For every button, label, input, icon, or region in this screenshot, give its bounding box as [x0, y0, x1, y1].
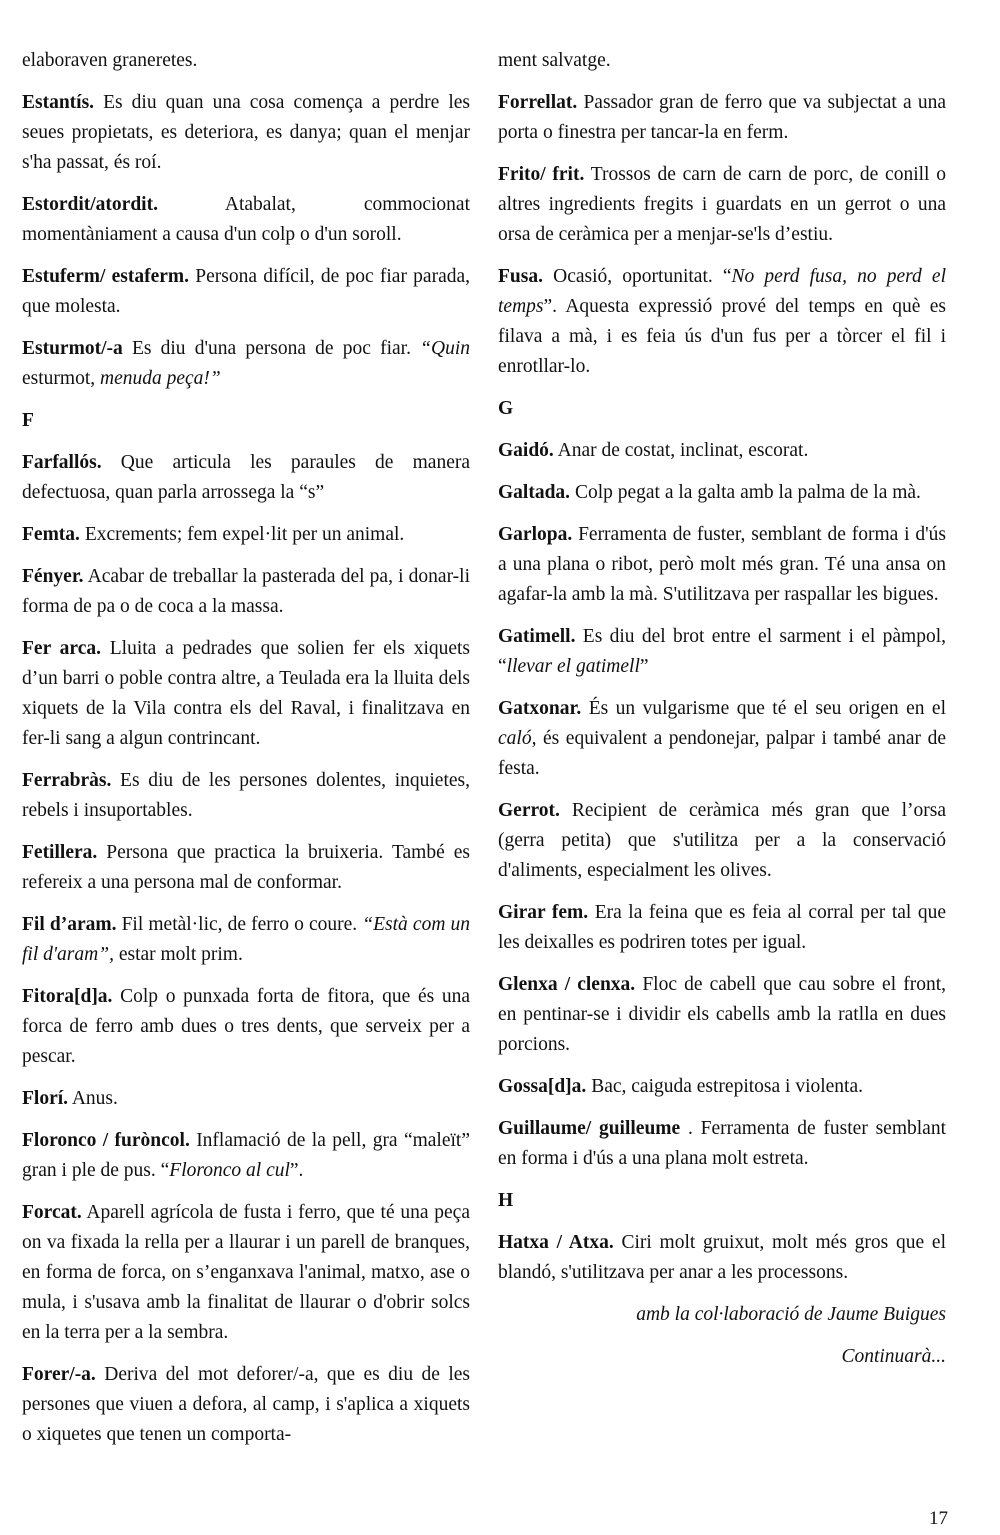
entry-term: Gaidó. — [498, 440, 554, 461]
glossary-entry — [498, 694, 946, 784]
glossary-entry — [498, 970, 946, 1060]
entry-text: Anus. — [71, 1088, 118, 1109]
entry-text: Colp pegat a la galta amb la palma de la mà. — [574, 482, 921, 503]
glossary-entry — [22, 334, 470, 394]
entry-text: ”. Aquesta expressió prové del temps en què es filava a mà, i es feia ús d'un fus per a tòrcer el fil i enrotllar-lo. — [498, 296, 946, 377]
entry-text: caló, — [498, 728, 537, 749]
glossary-entry — [498, 622, 946, 682]
glossary-entry — [22, 982, 470, 1072]
entry-text: Ciri molt gruixut, molt més gros que el blandó, s'utilitzava per anar a les processons. — [498, 1232, 946, 1283]
entry-text: ” — [639, 656, 649, 677]
glossary-entry — [22, 838, 470, 898]
glossary-entry — [498, 478, 946, 508]
entry-term: Forer/-a. — [22, 1364, 96, 1385]
entry-text: ment salvatge. — [498, 50, 611, 71]
section-letter: G — [498, 398, 514, 419]
entry-text: Passador gran de ferro que va subjectat a una porta o finestra per tancar-la en ferm. — [498, 92, 946, 143]
entry-term: Floronco / furòncol. — [22, 1130, 190, 1151]
entry-term: Fényer. — [22, 566, 84, 587]
entry-text: Es diu quan una cosa comença a perdre les seues propietats, es deteriora, es danya; quan el menjar s'ha passat, és roí. — [22, 92, 470, 173]
entry-term: Farfallós. — [22, 452, 102, 473]
glossary-entry — [22, 634, 470, 754]
entry-term: Esturmot/-a — [22, 338, 123, 359]
entry-term: Femta. — [22, 524, 80, 545]
entry-term: Galtada. — [498, 482, 571, 503]
entry-text: És un vulgarisme que té el seu origen en el — [588, 698, 947, 719]
entry-term: Gerrot. — [498, 800, 560, 821]
entry-term: Hatxa / Atxa. — [498, 1232, 614, 1253]
glossary-entry — [498, 262, 946, 382]
glossary-entry — [22, 910, 470, 970]
glossary-entry — [22, 190, 470, 250]
entry-text: Fil metàl·lic, de ferro o coure. — [121, 914, 363, 935]
left-column — [22, 46, 470, 1462]
glossary-entry — [22, 448, 470, 508]
entry-text: Floc de cabell que cau sobre el front, en pentinar-se i dividir els cabells amb la ratlla en dues porcions. — [498, 974, 947, 1055]
entry-text: “Quin — [420, 338, 470, 359]
glossary-entry — [498, 436, 946, 466]
section-letter: F — [22, 410, 34, 431]
entry-text: esturmot, — [22, 368, 100, 389]
glossary-entry — [22, 520, 470, 550]
entry-text: elaboraven graneretes. — [22, 50, 198, 71]
entry-text: Es diu d'una persona de poc fiar. — [131, 338, 421, 359]
entry-term: Fer arca. — [22, 638, 101, 659]
entry-text: Atabalat, commocionat momentàniament a causa d'un colp o d'un soroll. — [22, 194, 470, 245]
entry-text: Inflamació de la pell, gra “maleït” gran i ple de pus. “ — [22, 1130, 470, 1181]
glossary-entry — [498, 1228, 946, 1288]
entry-term: Glenxa / clenxa. — [498, 974, 636, 995]
entry-text: Aparell agrícola de fusta i ferro, que té una peça on va fixada la rella per a llaurar i un parell de branques, en forma de forca, on s’enganxava l'animal, matxo, ase o mula, i s'usava amb la finalitat de llaurar o d'obrir solcs en la terra per a la sembra. — [22, 1202, 470, 1343]
entry-text: Anar de costat, inclinat, escorat. — [557, 440, 809, 461]
glossary-entry — [22, 88, 470, 178]
entry-term: Estuferm/ estaferm. — [22, 266, 190, 287]
entry-text: . Ferramenta de fuster semblant en forma i d'ús a una plana molt estreta. — [498, 1118, 946, 1169]
entry-term: Fusa. — [498, 266, 543, 287]
entry-text: Colp o punxada forta de fitora, que és una forca de ferro amb dues o tres dents, que serveix per a pescar. — [22, 986, 471, 1067]
glossary-entry — [22, 262, 470, 322]
entry-term: Estordit/atordit. — [22, 194, 158, 215]
glossary-entry — [498, 88, 946, 148]
entry-term: Frito/ frit. — [498, 164, 585, 185]
entry-text: Floronco al cul — [169, 1160, 290, 1181]
entry-term: Gatxonar. — [498, 698, 582, 719]
glossary-entry — [22, 562, 470, 622]
entry-text: és equivalent a pendonejar, palpar i també anar de festa. — [498, 728, 946, 779]
entry-term: Forrellat. — [498, 92, 578, 113]
glossary-entry — [498, 46, 946, 76]
page-number: 17 — [929, 1508, 948, 1529]
entry-text: ”. — [289, 1160, 304, 1181]
entry-text: No perd fusa, no perd el temps — [498, 266, 946, 317]
entry-term: Estantís. — [22, 92, 95, 113]
entry-text: Recipient de ceràmica més gran que l’orsa (gerra petita) que s'utilitza per a la conservació d'aliments, especialment les olives. — [498, 800, 946, 881]
glossary-entry — [498, 796, 946, 886]
glossary-entry — [22, 766, 470, 826]
glossary-entry — [498, 1114, 946, 1174]
entry-text: “Està com un fil d'aram”, — [22, 914, 471, 965]
right-column — [498, 46, 946, 1384]
entry-text: Excrements; fem expel·lit per un animal. — [84, 524, 405, 545]
entry-text: Lluita a pedrades que solien fer els xiquets d’un barri o poble contra altre, a Teulada era la lluita dels xiquets de la Vila contra els del Raval, i finalitzava en fer-li sang a algun contrincant. — [22, 638, 471, 749]
entry-text: Acabar de treballar la pasterada del pa, i donar-li forma de pa o de coca a la massa. — [22, 566, 470, 617]
entry-term: Guillaume/ guilleume — [498, 1118, 681, 1139]
entry-text: Es diu del brot entre el sarment i el pàmpol, “ — [498, 626, 947, 677]
entry-term: Ferrabràs. — [22, 770, 112, 791]
entry-text: Es diu de les persones dolentes, inquietes, rebels i insuportables. — [22, 770, 470, 821]
entry-term: Gatimell. — [498, 626, 576, 647]
entry-text: Trossos de carn de carn de porc, de conill o altres ingredients fregits i guardats en un gerrot o una orsa de ceràmica per a menjar-se'ls d’estiu. — [498, 164, 946, 245]
credit-line: amb la col·laboració de Jaume Buigues — [636, 1304, 946, 1325]
entry-term: Fitora[d]a. — [22, 986, 113, 1007]
entry-term: Forcat. — [22, 1202, 82, 1223]
glossary-entry — [498, 898, 946, 958]
glossary-entry — [498, 520, 946, 610]
entry-text: Deriva del mot deforer/-a, que es diu de les persones que viuen a defora, al camp, i s'aplica a xiquets o xiquetes que tenen un comporta- — [22, 1364, 471, 1445]
credit-line: Continuarà... — [841, 1346, 946, 1367]
glossary-entry — [22, 1198, 470, 1348]
entry-text: Persona difícil, de poc fiar parada, que molesta. — [22, 266, 471, 317]
glossary-entry — [22, 1360, 470, 1450]
entry-text: Persona que practica la bruixeria. També es refereix a una persona mal de conformar. — [22, 842, 471, 893]
glossary-entry — [22, 46, 470, 76]
glossary-entry — [498, 160, 946, 250]
entry-text: Ferramenta de fuster, semblant de forma i d'ús a una plana o ribot, però molt més gran. Té una ansa on agafar-la amb la mà. S'utilitzava per raspallar les bigues. — [498, 524, 947, 605]
entry-text: Bac, caiguda estrepitosa i violenta. — [591, 1076, 864, 1097]
entry-text: llevar el gatimell — [506, 656, 640, 677]
entry-text: Ocasió, oportunitat. “ — [553, 266, 732, 287]
entry-term: Garlopa. — [498, 524, 573, 545]
entry-text: Era la feina que es feia al corral per tal que les deixalles es podriren totes per igual. — [498, 902, 947, 953]
entry-text: Que articula les paraules de manera defectuosa, quan parla arrossega la “s” — [22, 452, 470, 503]
entry-term: Girar fem. — [498, 902, 589, 923]
entry-term: Fil d’aram. — [22, 914, 117, 935]
section-letter: H — [498, 1190, 514, 1211]
glossary-entry — [498, 1072, 946, 1102]
entry-term: Florí. — [22, 1088, 69, 1109]
entry-term: Gossa[d]a. — [498, 1076, 587, 1097]
glossary-entry — [22, 1084, 470, 1114]
entry-text: menuda peça!” — [100, 368, 221, 389]
entry-text: estar molt prim. — [113, 944, 243, 965]
glossary-entry — [22, 1126, 470, 1186]
entry-term: Fetillera. — [22, 842, 98, 863]
